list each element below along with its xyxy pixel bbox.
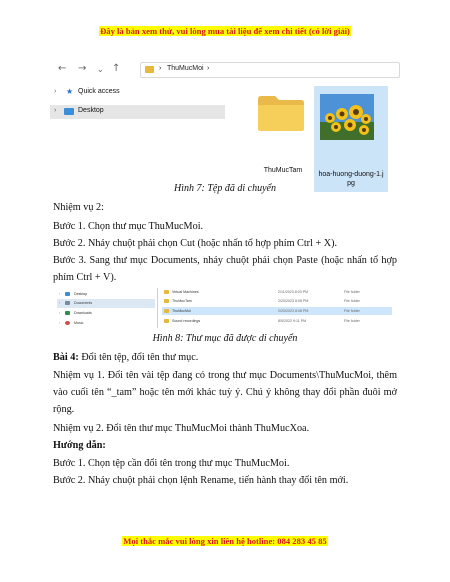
chevron-down-icon[interactable]: ⌄ — [97, 65, 104, 74]
tree-item-label: Downloads — [74, 311, 92, 315]
documents-icon — [65, 301, 70, 305]
pane-divider — [157, 288, 158, 328]
folder-icon — [164, 319, 169, 323]
breadcrumb[interactable]: ThuMucMoi — [167, 65, 204, 72]
breadcrumb-separator-icon: › — [159, 65, 162, 72]
item-name: hoa-huong-duong-1.jpg — [318, 171, 384, 187]
bai4-step1: Bước 1. Chọn tệp cần đổi tên trong thư mục ThuMucMoi. — [53, 458, 290, 469]
top-banner — [0, 26, 450, 36]
folder-icon — [164, 290, 169, 294]
tree-item-downloads[interactable] — [57, 309, 155, 318]
folder-row-name: ThuMucTam — [172, 299, 192, 303]
bai4-step2: Bước 2. Nháy chuột phải chọn lệnh Rename, tiến hành thay đổi tên mới. — [53, 475, 349, 486]
folder-list-screenshot — [57, 288, 393, 330]
folder-icon — [164, 299, 169, 303]
bai4-task2: Nhiệm vụ 2. Đổi tên thư mục ThuMucMoi thành ThuMucXoa. — [53, 423, 310, 434]
tree-item-documents[interactable] — [57, 299, 155, 308]
bai4-heading — [53, 349, 397, 366]
tree-item-label: Music — [74, 321, 84, 325]
tree-item-label: Documents — [74, 301, 93, 305]
desktop-icon — [65, 292, 70, 296]
explorer-screenshot — [50, 58, 400, 187]
up-arrow-icon[interactable]: ↑ — [112, 63, 121, 74]
folder-icon — [257, 94, 305, 132]
folder-row-type: File folder — [344, 319, 360, 323]
folder-row-date: 2/20/2023 8:08 PM — [278, 299, 309, 303]
task2-step3: Bước 3. Sang thư mục Documents, nháy chuột phải chọn Paste (hoặc nhấn tổ hợp phím Ctrl + V). — [53, 255, 397, 283]
folder-row-type: File folder — [344, 309, 360, 313]
sidebar-item-desktop[interactable] — [50, 105, 225, 119]
task2-step2: Bước 2. Nháy chuột phải chọn Cut (hoặc nhấn tổ hợp phím Ctrl + X). — [53, 238, 338, 249]
navigation-bar — [50, 58, 400, 80]
chevron-right-icon[interactable]: › — [54, 107, 57, 114]
figure-8-caption: Hình 8: Thư mục đã được di chuyển — [152, 333, 298, 344]
folder-row-type: File folder — [344, 299, 360, 303]
tree-item-music[interactable] — [57, 319, 155, 328]
task2-heading: Nhiệm vụ 2: — [53, 202, 104, 213]
chevron-right-icon[interactable]: › — [54, 88, 57, 95]
folder-icon — [164, 309, 169, 313]
folder-row-date: 8/5/2022 9:11 PM — [278, 319, 307, 323]
sunflower-image-thumbnail — [320, 94, 374, 140]
folder-icon — [145, 66, 154, 73]
item-name: ThuMucTam — [263, 167, 303, 174]
forward-arrow-icon[interactable]: → — [78, 63, 87, 74]
bottom-banner — [0, 536, 450, 546]
chevron-right-icon[interactable]: › — [59, 292, 61, 296]
folder-row[interactable] — [162, 317, 392, 325]
folder-row-selected[interactable] — [162, 307, 392, 315]
desktop-icon — [64, 108, 74, 115]
folder-row-date: 2/11/2023 8:03 PM — [278, 290, 309, 294]
bai4-title: Đổi tên tệp, đổi tên thư mục. — [78, 352, 199, 363]
chevron-right-icon[interactable]: › — [59, 301, 61, 305]
chevron-right-icon[interactable]: › — [59, 311, 61, 315]
folder-row-name: Sound recordings — [172, 319, 201, 323]
tree-item-desktop[interactable] — [57, 290, 155, 299]
guide-heading: Hướng dẫn: — [53, 440, 106, 451]
hotline-text: Mọi thắc mắc vui lòng xin liên hệ hotline: 084 283 45 85 — [123, 536, 327, 546]
folder-row[interactable] — [162, 297, 392, 305]
top-banner-text: Đây là bản xem thử, vui lòng mua tài liệu để xem chi tiết (có lời giải) — [100, 26, 350, 36]
address-bar[interactable] — [140, 62, 400, 78]
tree-item-label: Desktop — [74, 292, 88, 296]
folder-row-date: 2/20/2023 8:08 PM — [278, 309, 309, 313]
folder-row-type: File folder — [344, 290, 360, 294]
task2-step1: Bước 1. Chọn thư mục ThuMucMoi. — [53, 221, 204, 232]
sidebar-item-label: Quick access — [78, 88, 120, 95]
bai4-label: Bài 4: — [53, 352, 79, 363]
folder-row-name: Virtual Machines — [172, 290, 199, 294]
star-icon: ★ — [66, 87, 74, 96]
back-arrow-icon[interactable]: ← — [58, 63, 67, 74]
sidebar-item-quick-access[interactable] — [50, 86, 225, 100]
music-icon — [65, 321, 70, 325]
breadcrumb-separator-icon: › — [207, 65, 210, 72]
figure-7-caption: Hình 7: Tệp đã di chuyển — [174, 183, 276, 194]
chevron-right-icon[interactable]: › — [59, 321, 61, 325]
bai4-task1: Nhiệm vụ 1. Đổi tên vài tệp đang có trong thư mục Documents\ThuMucMoi, thêm vào cuối tên “_tam” hoặc tên mới khác tuỳ ý. Chú ý không thay đổi phần đuôi mở rộng. — [53, 370, 397, 415]
sidebar-item-label: Desktop — [78, 107, 104, 114]
file-item-hoa-huong-duong[interactable] — [314, 86, 388, 192]
downloads-icon — [65, 311, 70, 315]
folder-row-name: ThuMucMoi — [172, 309, 191, 313]
folder-row[interactable] — [162, 288, 392, 296]
